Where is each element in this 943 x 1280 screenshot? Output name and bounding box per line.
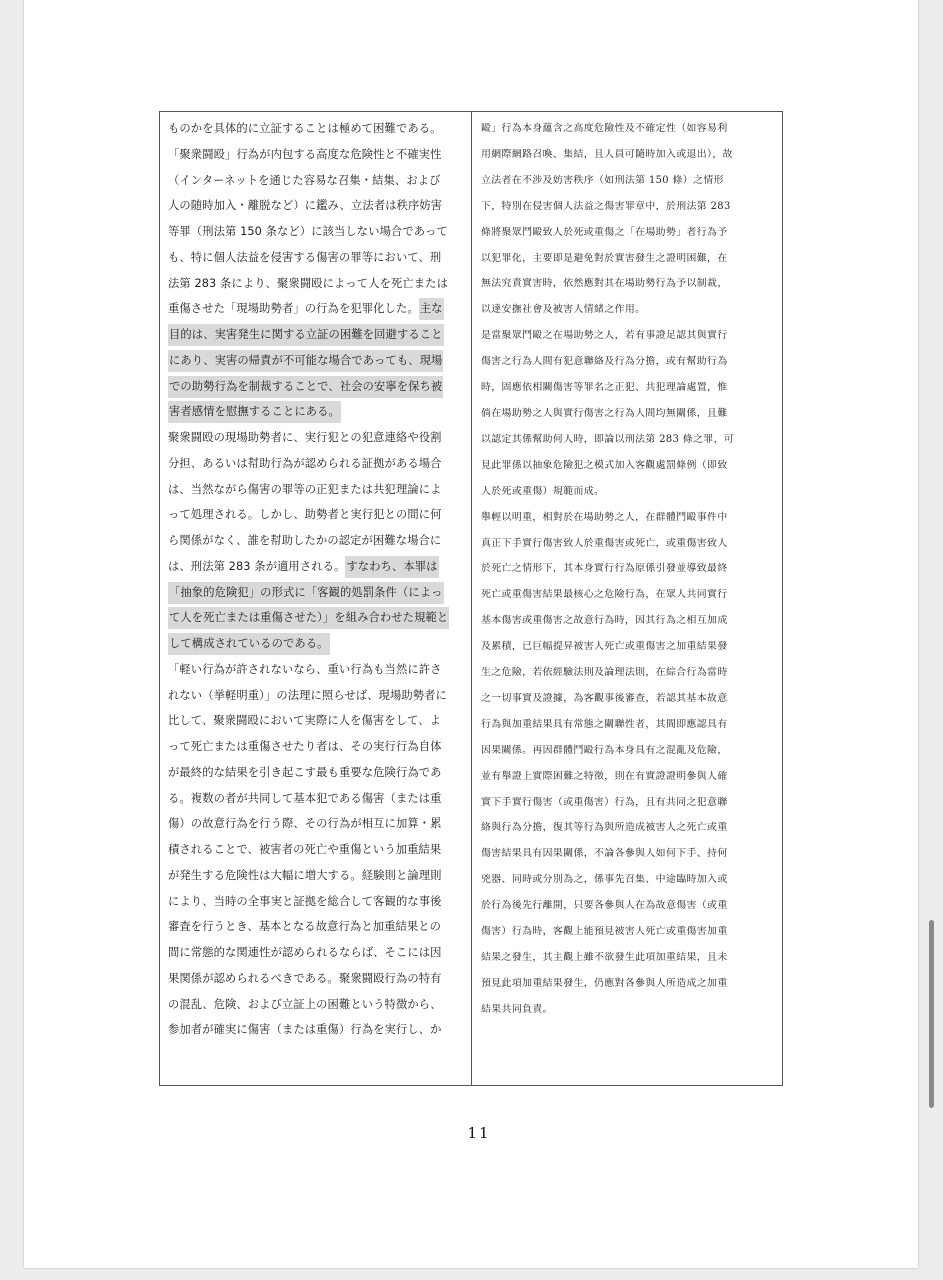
japanese-column xyxy=(160,112,472,1085)
text-line: 法第 283 条により、聚衆闘殴によって人を死亡または xyxy=(168,276,448,290)
text-line: 兇器、同時或分別為之，係事先召集、中途臨時加入或 xyxy=(481,874,728,886)
text-line: 死亡或重傷害結果最核心之危險行為，在眾人共同實行 xyxy=(481,589,728,601)
text-line: 分担、あるいは幇助行為が認められる証拠がある場合 xyxy=(168,456,442,470)
zh-paragraph-3 xyxy=(481,505,776,1023)
text-line: 條將聚眾鬥毆致人於死或重傷之「在場助勢」者行為予 xyxy=(481,226,728,238)
text-line: 審査を行うとき、基本となる故意行為と加重結果との xyxy=(168,920,442,934)
scrollbar-thumb[interactable] xyxy=(929,920,934,1108)
scrollbar[interactable] xyxy=(931,0,939,1280)
text-line: 果関係が認められるべきである。聚衆闘殴行為の特有 xyxy=(168,971,442,985)
chinese-column xyxy=(472,112,782,1085)
highlighted-text: て人を死亡または重傷させた）」を組み合わせた規範と xyxy=(168,607,449,629)
text-line xyxy=(168,348,465,374)
page-number: 11 xyxy=(467,1124,491,1142)
text-line xyxy=(168,605,465,631)
text-line: 基本傷害或重傷害之故意行為時，因其行為之相互加成 xyxy=(481,615,728,627)
jp-paragraph-3 xyxy=(168,425,465,657)
text-line: により、当時の全事実と証拠を総合して客観的な事後 xyxy=(168,894,442,908)
text-line: って死亡または重傷させたり者は、その実行行為自体 xyxy=(168,740,442,753)
jp-paragraph-1 xyxy=(168,116,465,142)
text-line: ら関係がなく、誰を幇助したかの認定が困難な場合に xyxy=(168,534,442,547)
text-line: 毆」行為本身蘊含之高度危險性及不確定性（如容易利 xyxy=(481,123,728,134)
highlighted-text: 害者感情を慰撫することにある。 xyxy=(168,401,341,423)
text-line xyxy=(168,374,465,400)
zh-paragraph-2 xyxy=(481,323,776,504)
text-line: 倘在場助勢之人與實行傷害之行為人間均無關係，且難 xyxy=(481,407,728,419)
document-page xyxy=(24,0,918,1268)
text-line: 傷害）行為時，客觀上能預見被害人死亡或重傷害加重 xyxy=(481,926,728,938)
text-line: って処理される。しかし、助勢者と実行犯との間に何 xyxy=(168,508,442,522)
text-line: の混乱、危険、および立証上の困難という特徴から、 xyxy=(168,997,442,1011)
text-line: 人於死或重傷）規範而成。 xyxy=(481,485,605,497)
text-line: 「軽い行為が許されないなら、重い行為も当然に許さ xyxy=(168,662,442,676)
text-line: 参加者が確実に傷害（または重傷）行為を実行し、か xyxy=(168,1023,442,1037)
highlighted-text: して構成されているのである。 xyxy=(168,633,330,655)
text-line: 預見此項加重結果發生，仍應對各參與人所造成之加重 xyxy=(481,977,728,989)
text-line: 人の随時加入・離脱など）に鑑み、立法者は秩序妨害 xyxy=(168,199,443,213)
text-segment: は、刑法第 283 条が適用される。 xyxy=(168,559,346,573)
text-line: 等罪（刑法第 150 条など）に該当しない場合であって xyxy=(168,225,448,238)
text-line: 並有舉證上實際困難之特徵，則在有實證證明參與人確 xyxy=(481,770,728,782)
text-line: （インターネットを通じた容易な召集・結集、および xyxy=(168,173,441,187)
text-line: が最終的な結果を引き起こす最も重要な危険行為であ xyxy=(168,765,442,779)
highlighted-text: 目的は、実害発生に関する立証の困難を回避すること xyxy=(168,324,444,346)
text-line: 積されることで、被害者の死亡や重傷という加重結果 xyxy=(168,843,442,856)
jp-paragraph-4 xyxy=(168,657,465,1043)
text-line: 傷）の故意行為を行う際、その行為が相互に加算・累 xyxy=(168,817,442,831)
text-line: 間に常態的な関連性が認められるならば、そこには因 xyxy=(168,946,442,959)
text-line: 「聚衆闘殴」行為が内包する高度な危険性と不確実性 xyxy=(168,147,442,161)
text-line xyxy=(168,399,465,425)
text-line: 立法者在不涉及妨害秩序（如刑法第 150 條）之情形 xyxy=(481,174,724,186)
text-line xyxy=(168,554,465,580)
text-line: 行為與加重結果具有常態之關聯性者，其間即應認具有 xyxy=(481,718,728,730)
text-line: 之一切事實及證據，為客觀事後審查，若認其基本故意 xyxy=(481,692,728,704)
text-line: 下，特別在侵害個人法益之傷害罪章中，於刑法第 283 xyxy=(481,200,731,212)
text-line: は、当然ながら傷害の罪等の正犯または共犯理論によ xyxy=(168,482,442,496)
text-segment: 重傷させた「現場助勢者」の行為を犯罪化した。 xyxy=(168,302,419,316)
text-line: 生之危險，若依經驗法則及論理法則，在綜合行為當時 xyxy=(481,667,728,679)
text-line: 結果之發生，其主觀上雖不欲發生此項加重結果，且未 xyxy=(481,952,728,963)
text-line: 以認定其係幫助何人時，即論以刑法第 283 條之罪，可 xyxy=(481,433,735,445)
text-line: 以犯罪化，主要即是避免對於實害發生之證明困難，在 xyxy=(481,252,728,264)
text-line: 舉輕以明重，相對於在場助勢之人，在群體鬥毆事件中 xyxy=(481,511,728,523)
text-line: 聚衆闘殴の現場助勢者に、実行犯との犯意連絡や役割 xyxy=(168,431,442,444)
highlighted-text: 主な xyxy=(419,298,444,320)
text-line: 實下手實行傷害（或重傷害）行為，且有共同之犯意聯 xyxy=(481,796,728,808)
text-line: 絡與行為分擔，復其等行為與所造成被害人之死亡或重 xyxy=(481,822,728,834)
text-line: 用網際網路召喚、集結，且人員可隨時加入或退出），故 xyxy=(481,148,733,160)
text-line: 傷害結果具有因果關係，不論各參與人如何下手、持何 xyxy=(481,848,728,860)
text-line: 於死亡之情形下，其本身實行行為原係引發並導致最終 xyxy=(481,563,728,575)
zh-paragraph-1 xyxy=(481,116,776,323)
text-line: 及累積，已巨幅提昇被害人死亡或重傷害之加重結果發 xyxy=(481,641,728,653)
highlighted-text: での助勢行為を制裁することで、社会の安寧を保ち被 xyxy=(168,376,443,398)
text-line: 是當聚眾鬥毆之在場助勢之人，若有事證足認其與實行 xyxy=(481,330,728,342)
bilingual-table xyxy=(159,111,783,1086)
text-line: 結果共同負責。 xyxy=(481,1003,553,1015)
text-line: 時，固應依相關傷害等罪名之正犯、共犯理論處置，惟 xyxy=(481,382,728,394)
text-line: れない（挙軽明重）」の法理に照らせば、現場助勢者に xyxy=(168,688,447,702)
highlighted-text: 「抽象的危険犯」の形式に「客観的処罰条件（によっ xyxy=(168,582,444,604)
text-line: 見此罪係以抽象危險犯之模式加入客觀處罰條例（即致 xyxy=(481,459,728,471)
text-line: が発生する危険性は大幅に増大する。経験則と論理則 xyxy=(168,868,442,882)
highlighted-text: にあり、実害の帰責が不可能な場合であっても、現場 xyxy=(168,350,443,372)
text-line xyxy=(168,580,465,606)
text-line: 於行為後先行離開，只要各參與人在為故意傷害（或重 xyxy=(481,900,728,912)
text-line: る。複数の者が共同して基本犯である傷害（または重 xyxy=(168,791,442,805)
text-line xyxy=(168,322,465,348)
jp-paragraph-2 xyxy=(168,142,465,425)
text-line: 以達安撫社會及被害人情緒之作用。 xyxy=(481,304,646,316)
text-line: 傷害之行為人間有犯意聯絡及行為分擔，或有幫助行為 xyxy=(481,356,728,368)
text-line xyxy=(168,631,465,657)
text-line: も、特に個人法益を侵害する傷害の罪等において、刑 xyxy=(168,250,442,264)
text-line: 比して、聚衆闘殴において実際に人を傷害をして、よ xyxy=(168,714,442,728)
text-line: ものかを具体的に立証することは極めて困難である。 xyxy=(168,122,442,135)
text-line: 無法究責實害時，依然應對其在場助勢行為予以制裁， xyxy=(481,278,728,290)
highlighted-text: すなわち、本罪は xyxy=(345,556,438,578)
text-line: 因果關係。再因群體鬥毆行為本身具有之混亂及危險， xyxy=(481,744,728,756)
text-line xyxy=(168,296,465,322)
text-line: 真正下手實行傷害致人於重傷害或死亡，或重傷害致人 xyxy=(481,537,728,549)
